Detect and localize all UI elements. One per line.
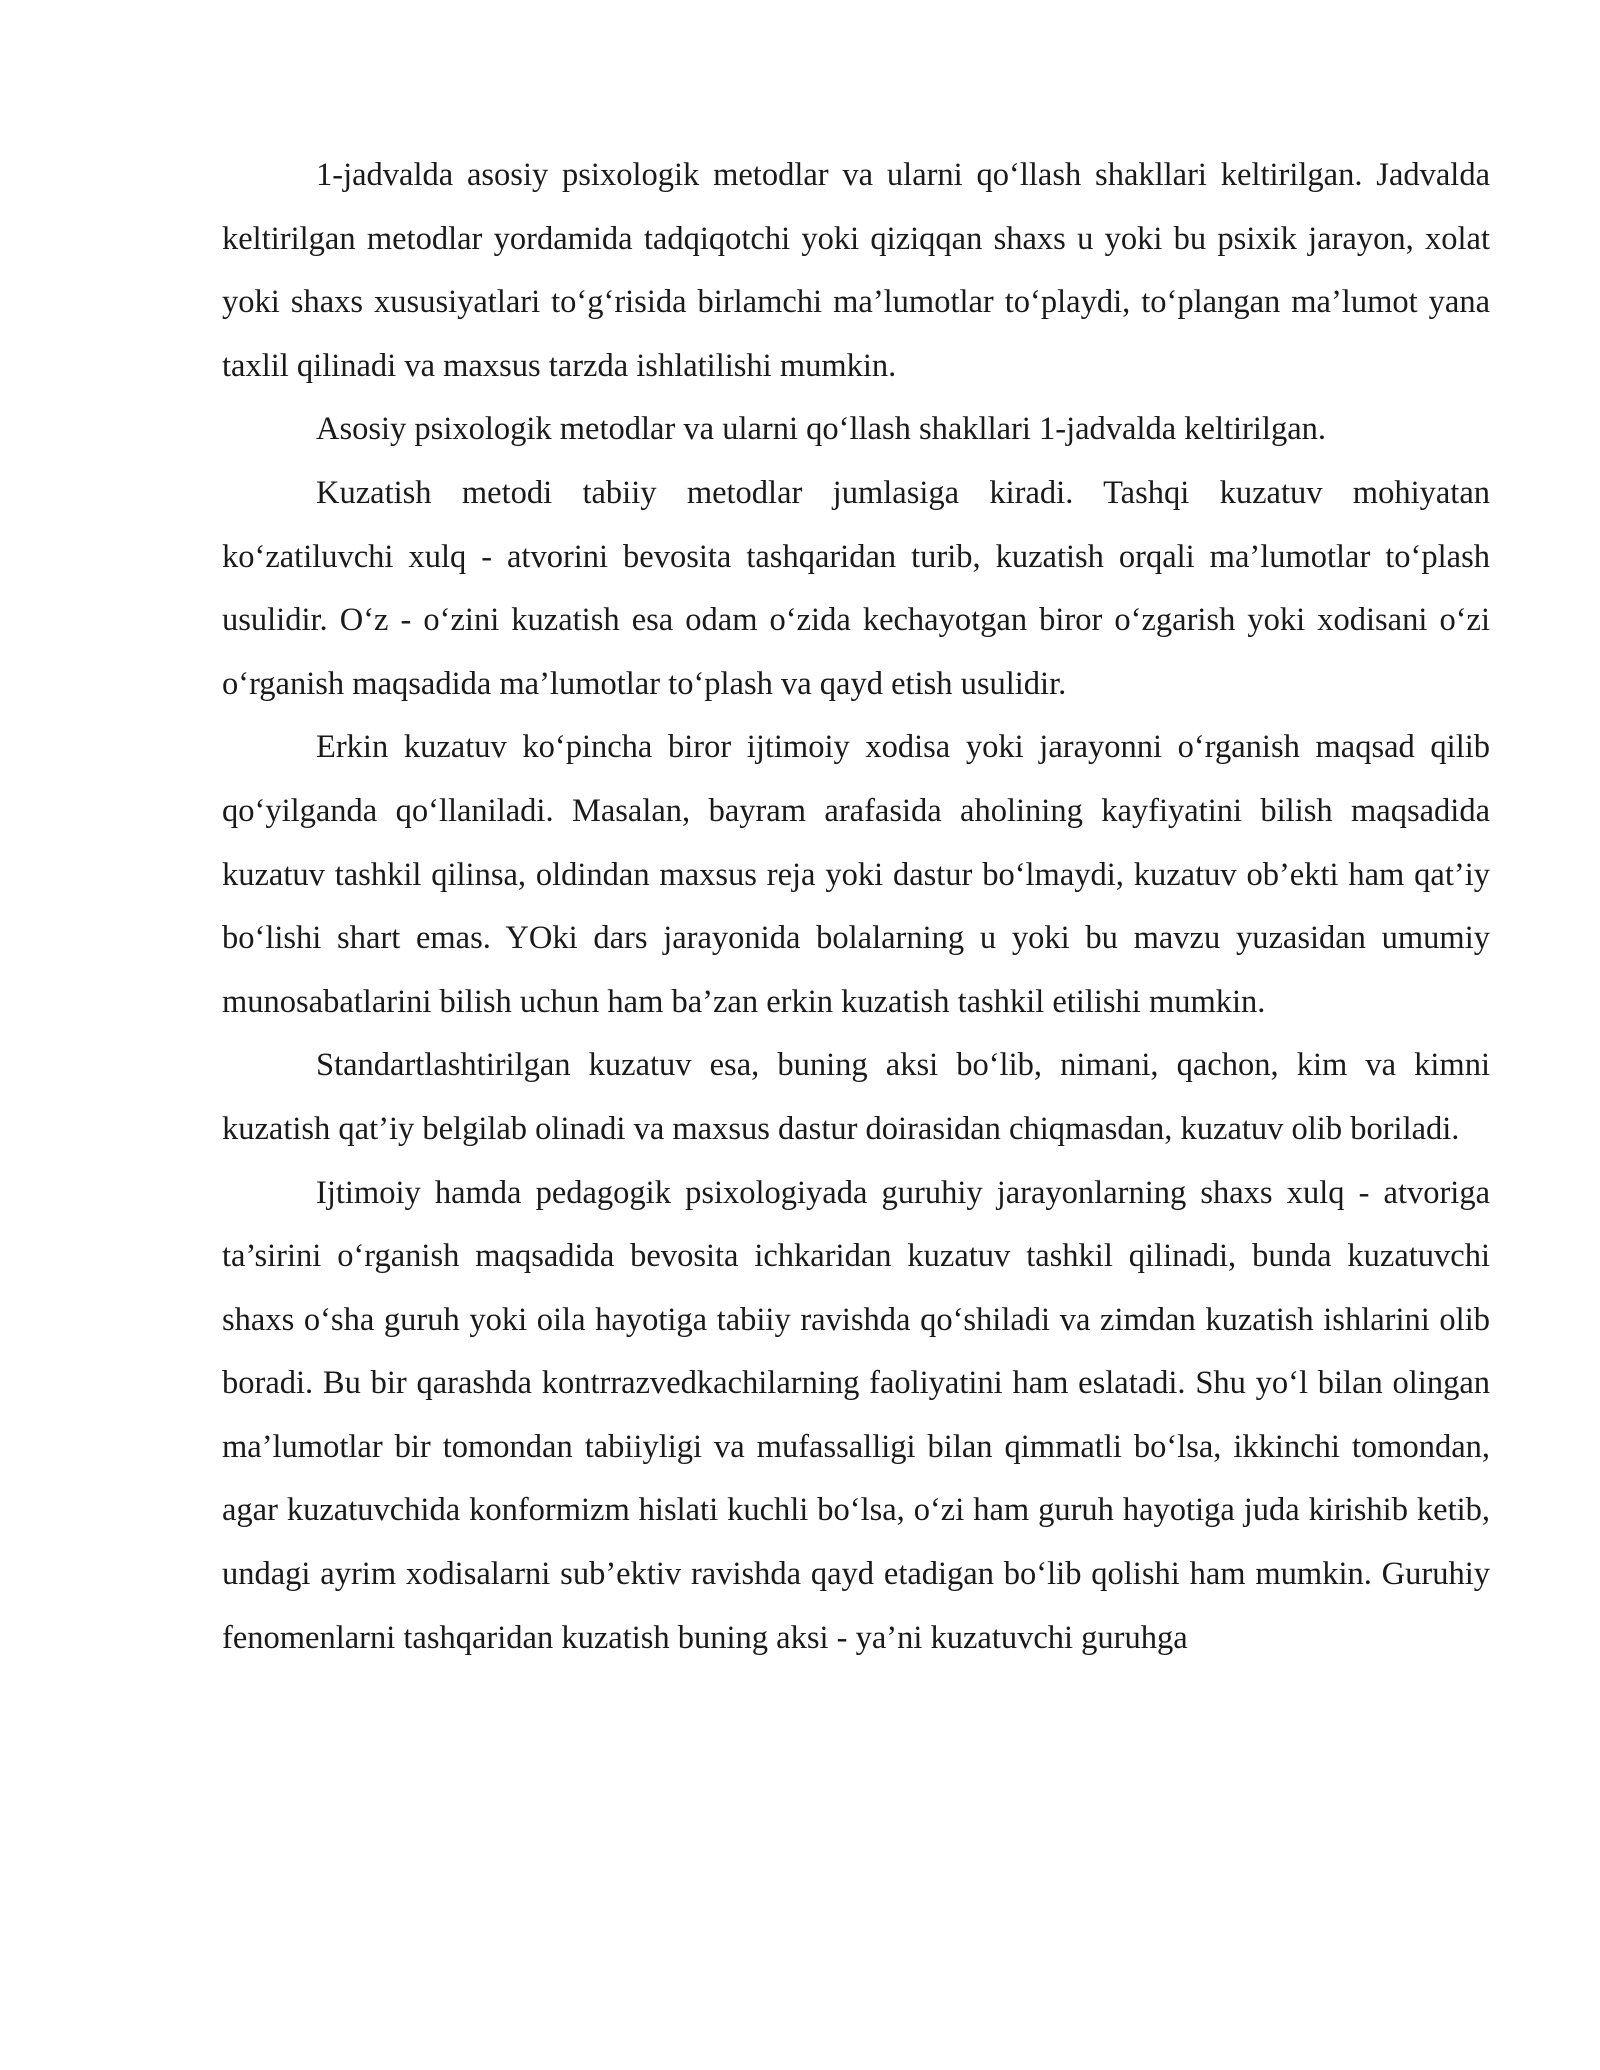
paragraph: Erkin kuzatuv ko‘pincha biror ijtimoiy xodisa yoki jarayonni o‘rganish maqsad qilib qo‘yilganda qo‘llaniladi. Masalan, bayram arafasida aholining kayfiyatini bilish maqsadida kuzatuv tashkil qilinsa, oldindan maxsus reja yoki dastur bo‘lmaydi, kuzatuv ob’ekti ham qat’iy bo‘lishi shart emas. YOki dars jarayonida bolalarning u yoki bu mavzu yuzasidan umumiy munosabatlarini bilish uchun ham ba’zan erkin kuzatish tashkil etilishi mumkin. bbox=[222, 729, 1490, 1020]
paragraph: Standartlashtirilgan kuzatuv esa, buning aksi bo‘lib, nimani, qachon, kim va kimni kuzatish qat’iy belgilab olinadi va maxsus dastur doirasidan chiqmasdan, kuzatuv olib boriladi. bbox=[222, 1047, 1490, 1147]
paragraph: 1-jadvalda asosiy psixologik metodlar va ularni qo‘llash shakllari keltirilgan. Jadvalda keltirilgan metodlar yordamida tadqiqotchi yoki qiziqqan shaxs u yoki bu psixik jarayon, xolat yoki shaxs xususiyatlari to‘g‘risida birlamchi ma’lumotlar to‘playdi, to‘plangan ma’lumot yana taxlil qilinadi va maxsus tarzda ishlatilishi mumkin. bbox=[222, 157, 1490, 384]
body-text bbox=[222, 144, 1490, 1670]
paragraph: Kuzatish metodi tabiiy metodlar jumlasiga kiradi. Tashqi kuzatuv mohiyatan ko‘zatiluvchi xulq - atvorini bevosita tashqaridan turib, kuzatish orqali ma’lumotlar to‘plash usulidir. O‘z - o‘zini kuzatish esa odam o‘zida kechayotgan biror o‘zgarish yoki xodisani o‘zi o‘rganish maqsadida ma’lumotlar to‘plash va qayd etish usulidir. bbox=[222, 474, 1490, 702]
paragraph: Asosiy psixologik metodlar va ularni qo‘llash shakllari 1-jadvalda keltirilgan. bbox=[316, 411, 1326, 448]
paragraph: Ijtimoiy hamda pedagogik psixologiyada guruhiy jarayonlarning shaxs xulq - atvoriga ta’sirini o‘rganish maqsadida bevosita ichkaridan kuzatuv tashkil qilinadi, bunda kuzatuvchi shaxs o‘sha guruh yoki oila hayotiga tabiiy ravishda qo‘shiladi va zimdan kuzatish ishlarini olib boradi. Bu bir qarashda kontrrazvedkachilarning faoliyatini ham eslatadi. Shu yo‘l bilan olingan ma’lumotlar bir tomondan tabiiyligi va mufassalligi bilan qimmatli bo‘lsa, ikkinchi tomondan, agar kuzatuvchida konformizm hislati kuchli bo‘lsa, o‘zi ham guruh hayotiga juda kirishib ketib, undagi ayrim xodisalarni sub’ektiv ravishda qayd etadigan bo‘lib qolishi ham mumkin. Guruhiy fenomenlarni tashqaridan kuzatish buning aksi - ya’ni kuzatuvchi guruhga bbox=[222, 1174, 1490, 1656]
